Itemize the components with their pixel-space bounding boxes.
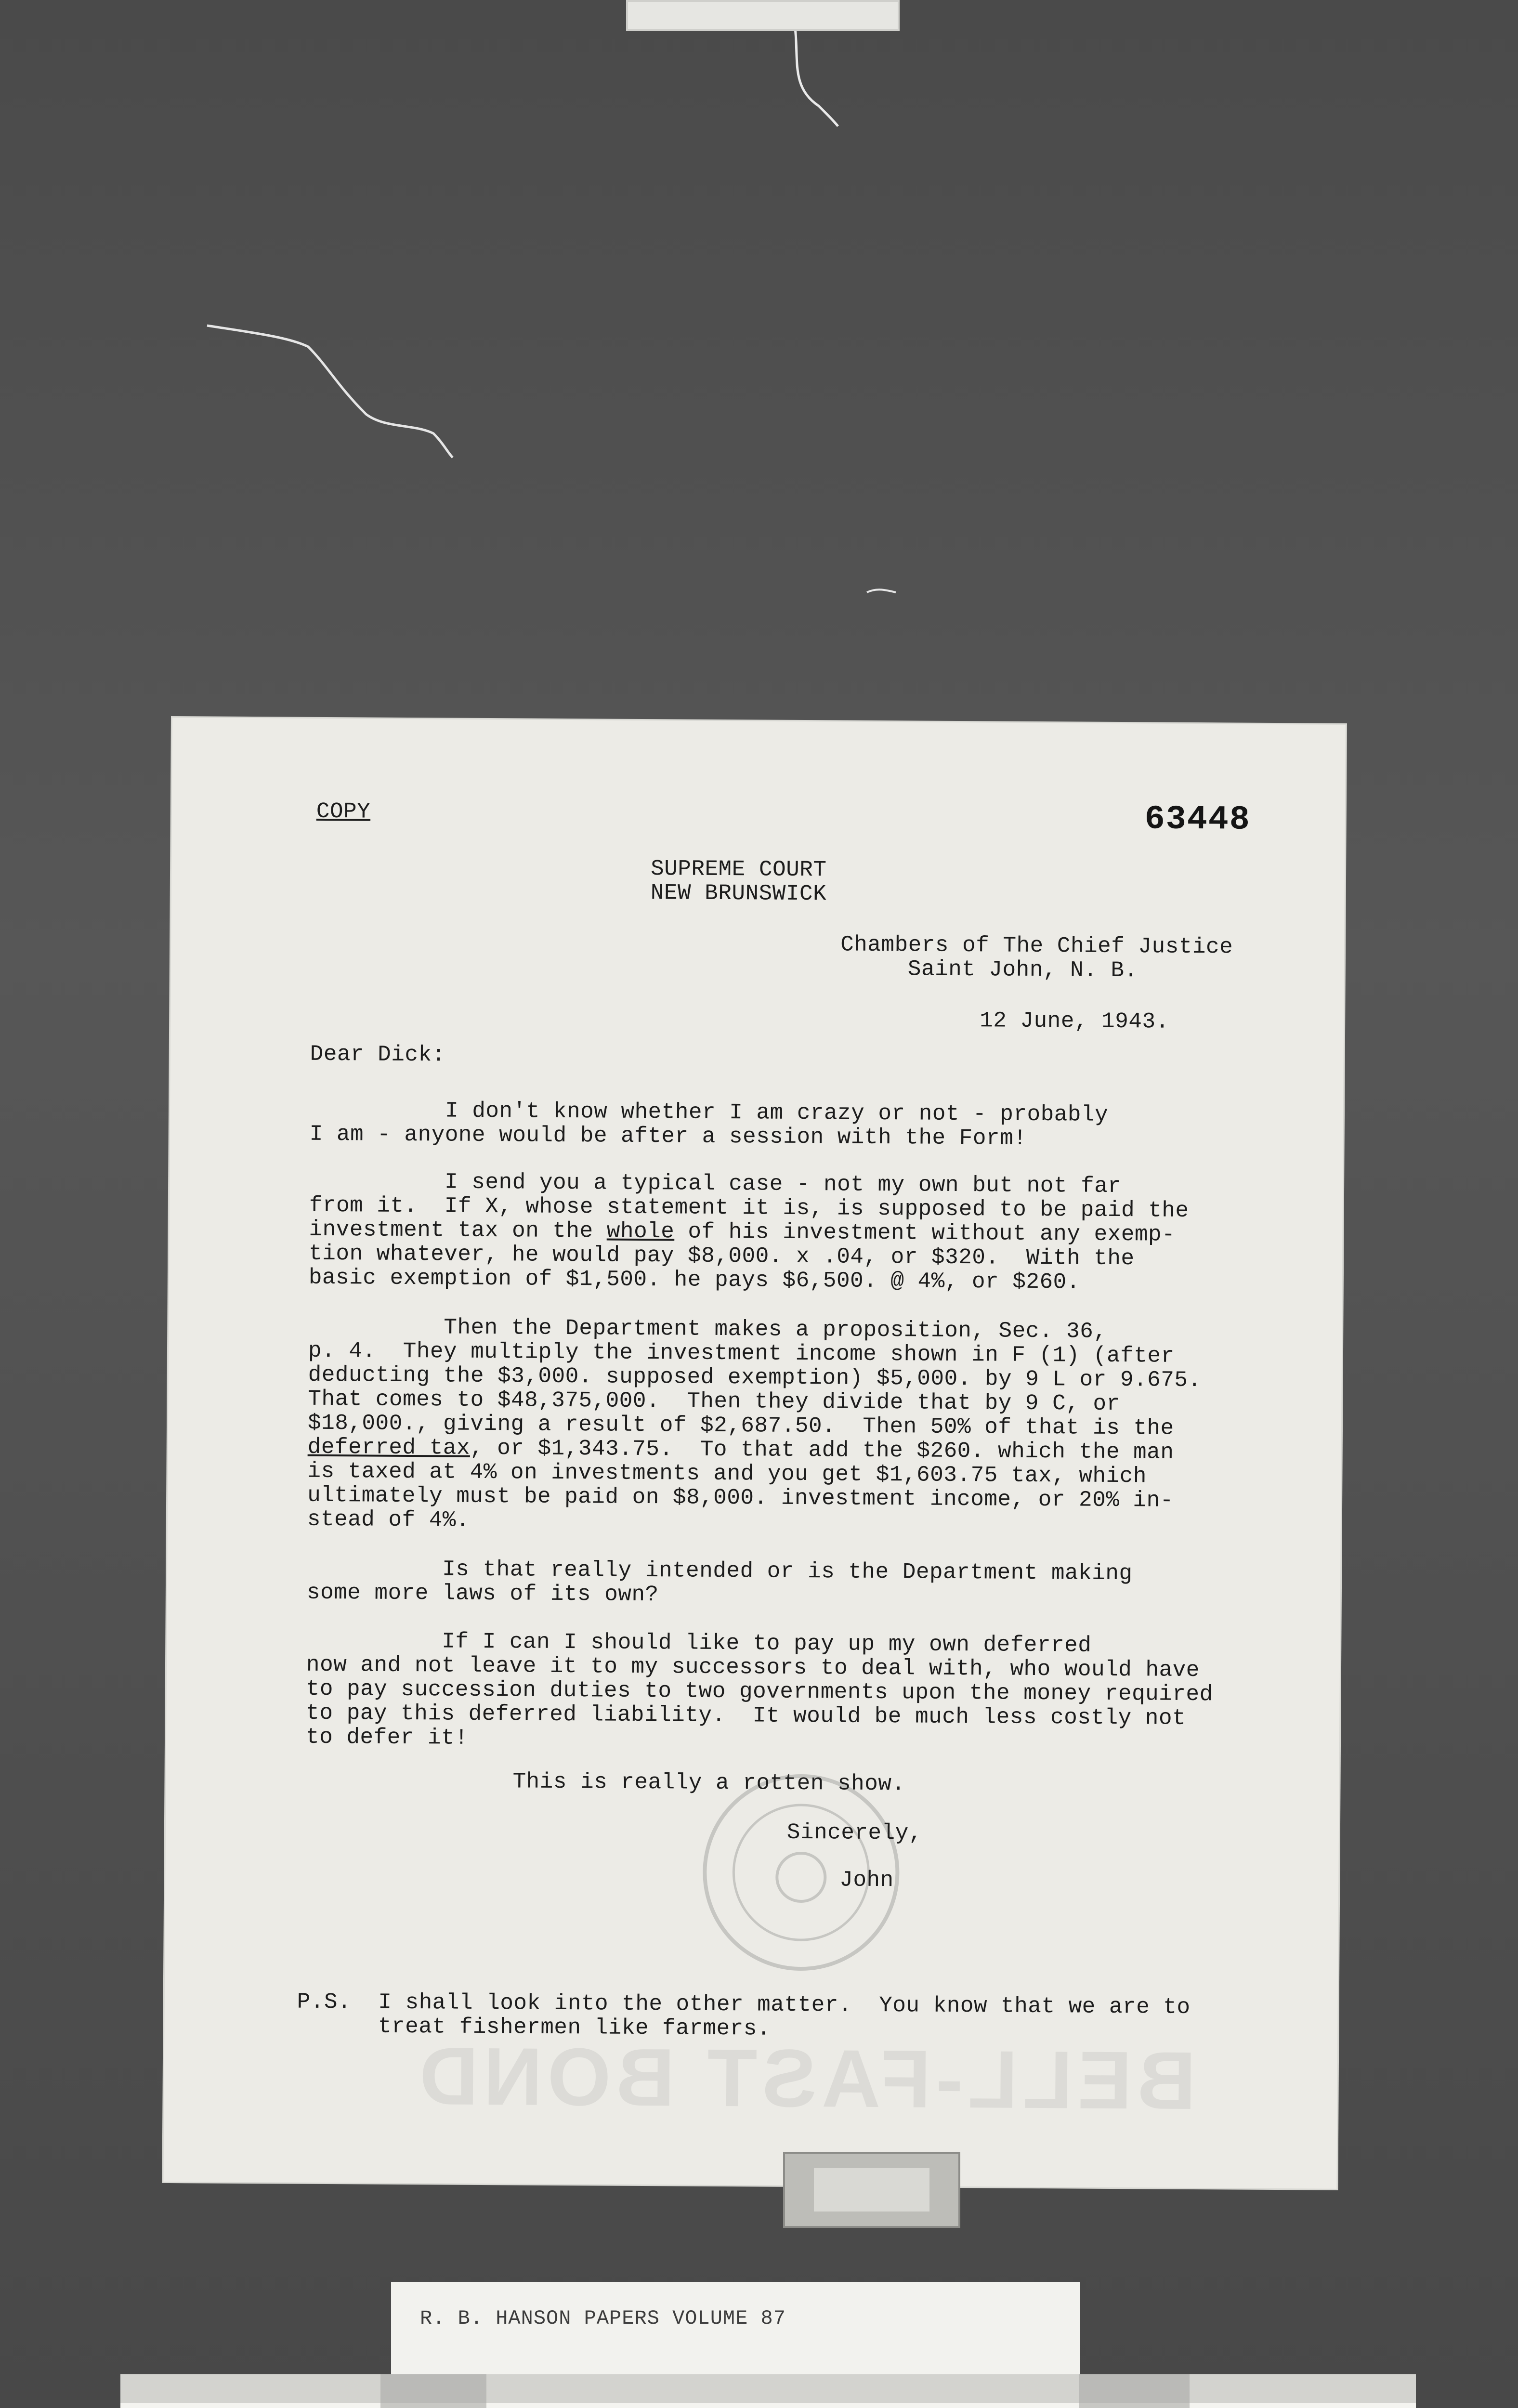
letter-sheet xyxy=(163,718,1346,2189)
faint-stamp-seal xyxy=(685,1756,917,1989)
paragraph-3-part-b: , or $1,343.75. To that add the $260. which the man is taxed at 4% on investments and you get $1,603.75 tax, which ultimately must be paid on $8,000. investment income, or 20% in- stead of 4%. xyxy=(307,1435,1174,1533)
chambers-line-1: Chambers of The Chief Justice xyxy=(840,932,1233,960)
paragraph-5: If I can I should like to pay up my own deferred now and not leave it to my successors to deal with, who would have to pay succession duties to two governments upon the money required to pay this deferred liability. It would be much less costly not to defer it! xyxy=(305,1628,1213,1751)
paragraph-2-emphasis: whole xyxy=(606,1218,675,1244)
paragraph-3-emphasis: deferred tax xyxy=(307,1434,471,1461)
salutation: Dear Dick: xyxy=(310,1041,445,1068)
top-tape xyxy=(626,0,900,31)
document-number: 63448 xyxy=(1144,800,1251,839)
paragraph-2 xyxy=(309,1169,1189,1295)
postscript: P.S. I shall look into the other matter. You know that we are to treat fishermen like farmers. xyxy=(297,1989,1191,2042)
paper-watermark: BELL-FAST BOND xyxy=(414,2030,1197,2127)
paragraph-6: This is really a rotten show. xyxy=(512,1769,905,1797)
paragraph-4: Is that really intended or is the Department making some more laws of its own? xyxy=(306,1556,1133,1608)
paragraph-2-part-b: of his investment without any exemp- tion whatever, he would pay $8,000. x .04, or $320. With the basic exemption of $1,500. he pays $6,500. @ 4%, or $260. xyxy=(308,1219,1176,1295)
chambers-line-2: Saint John, N. B. xyxy=(907,956,1138,983)
collection-label-text: R. B. HANSON PAPERS VOLUME 87 xyxy=(420,2307,786,2330)
court-line-2: NEW BRUNSWICK xyxy=(650,880,827,907)
paragraph-2-part-a: I send you a typical case - not my own but not far from it. If X, whose statement it is, is supposed to be paid the investment tax on the xyxy=(309,1168,1189,1244)
paragraph-1: I don't know whether I am crazy or not - probably I am - anyone would be after a session with the Form! xyxy=(309,1097,1109,1151)
closing: Sincerely, xyxy=(786,1819,923,1846)
signature: John xyxy=(839,1867,894,1893)
paragraph-3-part-a: Then the Department makes a proposition, Sec. 36, p. 4. They multiply the investment income shown in F (1) (after deducting the $3,000. supposed exemption) $5,000. by 9 L or 9.675. That comes to $48,375,000. Then they divide that by 9 C, or $18,000., giving a result of $2,687.50. Then 50% of that is the xyxy=(307,1314,1202,1441)
film-scratches xyxy=(0,0,1518,674)
paragraph-3 xyxy=(307,1315,1202,1537)
letter-date: 12 June, 1943. xyxy=(980,1008,1169,1034)
archives-card xyxy=(120,2374,1416,2408)
court-line-1: SUPREME COURT xyxy=(650,856,827,883)
paper-clip-tape xyxy=(783,2152,960,2228)
copy-mark: COPY xyxy=(316,798,371,824)
